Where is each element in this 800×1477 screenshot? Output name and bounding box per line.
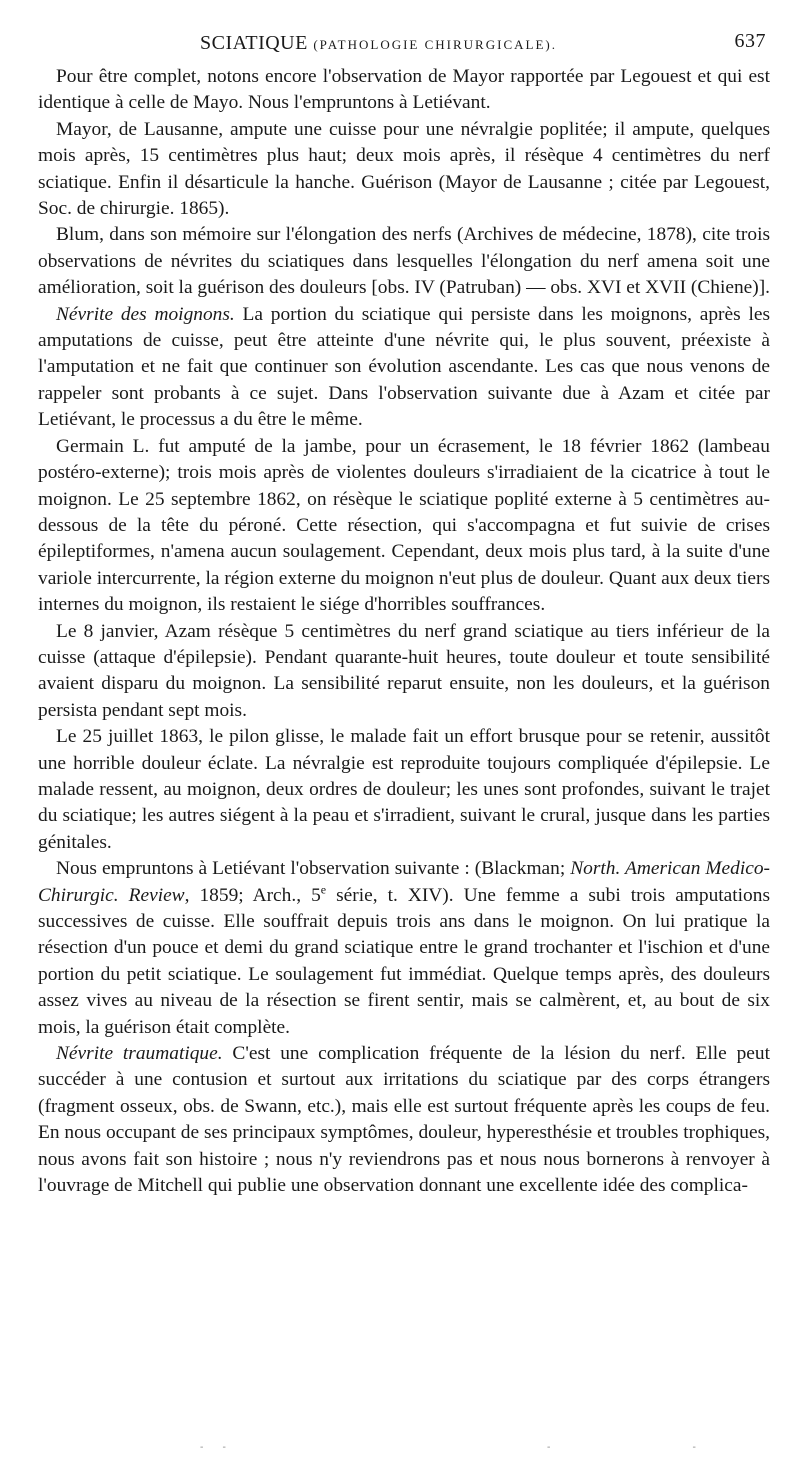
section-heading-nevrite-traumatique: Névrite traumatique. [56, 1043, 223, 1065]
page-number: 637 [734, 30, 766, 52]
header-subtitle: (PATHOLOGIE CHIRURGICALE). [313, 37, 557, 52]
header-title: SCIATIQUE [200, 32, 308, 54]
paragraph-8-text-c: série, t. XIV). Une femme a subi trois amputations successives de cuisse. Elle souffrait depuis trois ans dans le moignon. On lui pratique la résection d'un pouce et demi du grand sciatique entre le grand trochanter et l'ischion et d'une portion du petit sciatique. Le soulagement fut immédiat. Quelque temps après, des douleurs assez vives au niveau de la résection se firent sentir, mais se calmèrent, et, au bout de six mois, la guérison était complète. [38, 884, 770, 1038]
paragraph-1: Pour être complet, notons encore l'observation de Mayor rapportée par Legouest et qui est identique à celle de Mayo. Nous l'empruntons à Letiévant. [38, 66, 770, 114]
superscript-e: e [320, 882, 327, 897]
paragraph-2: Mayor, de Lausanne, ampute une cuisse pour une névralgie poplitée; il ampute, quelques mois après, 15 centimètres plus haut; deux mois après, il résèque 4 centimètres du nerf sciatique. Enfin il désarticule la hanche. Guérison (Mayor de Lausanne ; citée par Legouest, Soc. de chirurgie. 1865). [38, 118, 770, 220]
paragraph-9 [38, 1041, 770, 1199]
scan-artifact-marks: - - - - [200, 1442, 704, 1453]
paragraph-7: Le 25 juillet 1863, le pilon glisse, le malade fait un effort brusque pour se retenir, aussitôt une horrible douleur éclate. La névralgie est reproduite toujours compliquée d'épilepsie. Le malade ressent, au moignon, deux ordres de douleur; les unes sont profondes, suivant le trajet du sciatique; les autres siégent à la peau et s'irradient, suivant le crural, jusque dans les parties génitales. [38, 726, 770, 853]
paragraph-9-text: C'est une complication fréquente de la lésion du nerf. Elle peut succéder à une contusion et surtout aux irritations du sciatique par des corps étrangers (fragment osseux, obs. de Swann, etc.), mais elle est surtout fréquente après les coups de feu. En nous occupant de ses principaux symptômes, douleur, hyperesthésie et troubles trophiques, nous avons fait son histoire ; nous n'y reviendrons pas et nous nous bornerons à renvoyer à l'ouvrage de Mitchell qui publie une observation donnant une excellente idée des complica- [38, 1043, 770, 1197]
paragraph-4-text: La portion du sciatique qui persiste dans les moignons, après les amputations de cuisse, peut être atteinte d'une névrite qui, le plus souvent, préexiste à l'amputation et ne fait que continuer son évolution ascendante. Les cas que nous venons de rappeler sont probants à ce sujet. Dans l'observation suivante due à Azam et citée par Letiévant, le processus a du être le même. [38, 303, 770, 431]
paragraph-8 [38, 856, 770, 1041]
journal-title: North. American Medico-Chirurgic. Review [38, 858, 770, 906]
paragraph-8-text-b: , 1859; Arch., 5 [184, 884, 321, 906]
paragraph-5: Germain L. fut amputé de la jambe, pour un écrasement, le 18 février 1862 (lambeau postéro-externe); trois mois après de violentes douleurs s'irradiaient de la cicatrice à tout le moignon. Le 25 septembre 1862, on résèque le sciatique poplité externe à 5 centimètres au-dessous de la tête du péroné. Cette résection, qui s'accompagna et fut suivie de crises épileptiformes, n'amena aucun soulagement. Cependant, deux mois plus tard, à la suite d'une variole intercurrente, la région externe du moignon n'eut plus de douleur. Quant aux deux tiers internes du moignon, ils restaient le siége d'horribles souffrances. [38, 435, 770, 616]
paragraph-6: Le 8 janvier, Azam résèque 5 centimètres du nerf grand sciatique au tiers inférieur de la cuisse (attaque d'épilepsie). Pendant quarante-huit heures, toute douleur et toute sensibilité avaient disparu du moignon. La sensibilité reparut ensuite, non les douleurs, et la guérison persista pendant sept mois. [38, 620, 770, 721]
page-body [38, 64, 770, 1444]
paragraph-8-text-a: Nous empruntons à Letiévant l'observation suivante : (Blackman; [56, 858, 571, 880]
section-heading-nevrite-moignons: Névrite des moignons. [56, 303, 235, 325]
header-title-block [200, 32, 557, 55]
paragraph-3: Blum, dans son mémoire sur l'élongation des nerfs (Archives de médecine, 1878), cite trois observations de névrites du sciatiques dans lesquelles l'élongation du nerf amena soit une amélioration, soit la guérison des douleurs [obs. IV (Patruban) — obs. XVI et XVII (Chiene)]. [38, 224, 771, 299]
running-header [38, 20, 766, 60]
paragraph-4 [38, 302, 770, 434]
